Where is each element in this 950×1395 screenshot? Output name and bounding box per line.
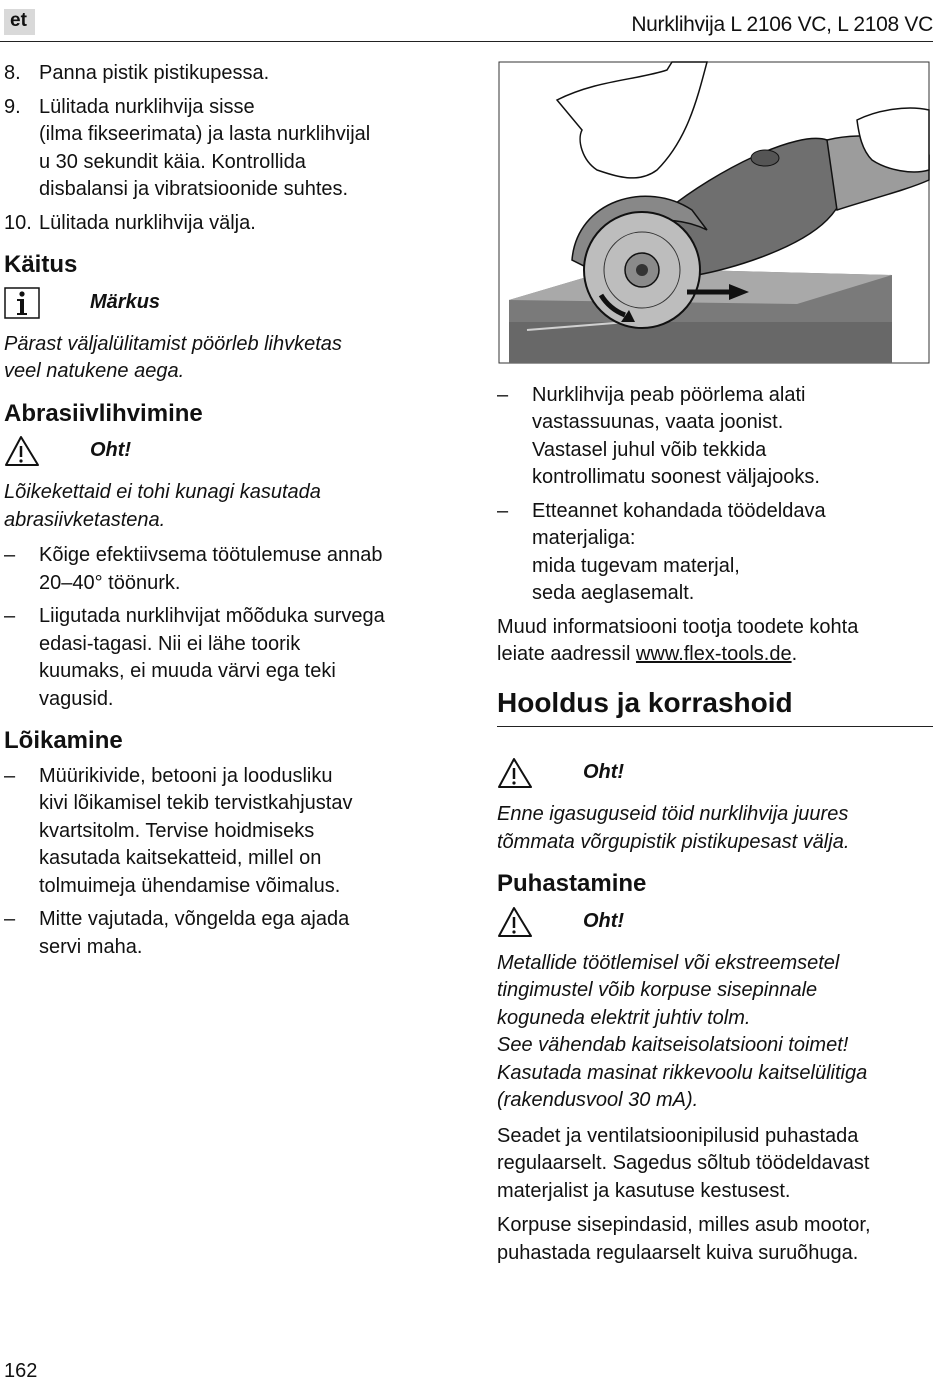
info-paragraph: Muud informatsiooni tootja toodete kohta leiate aadressil www.flex-tools.de. [497, 615, 859, 665]
warning-text: Enne igasuguseid töid nurklihvija juures tõmmata võrgupistik pistikupesast välja. [497, 803, 850, 853]
left-column [4, 60, 454, 967]
warning-label: Oht! [90, 439, 132, 462]
angle-grinder-illustration [497, 60, 931, 365]
warning-callout [497, 757, 933, 789]
list-item: – Müürikivide, betooni ja loodusliku kivi lõikamisel tekib tervistkahjustav kvartsitolm. Tervise hoidmiseks kasutada kaitsekatteid, millel on tolmuimeja ühendamise võimalus. [4, 764, 353, 897]
note-callout [4, 287, 454, 319]
page-number: 162 [4, 1360, 38, 1382]
section-heading-puhastamine: Puhastamine [497, 870, 647, 897]
warning-icon [4, 435, 42, 467]
right-column [497, 60, 933, 1274]
step-number: 8. [4, 62, 21, 84]
list-item: – Nurklihvija peab pöörlema alati vastassuunas, vaata joonist. Vastasel juhul võib tekkida kontrollimatu soonest väljajooks. [497, 383, 820, 488]
header-divider [0, 41, 933, 42]
section-heading-loikamine: Lõikamine [4, 727, 123, 754]
cleaning-paragraph: Korpuse sisepindasid, milles asub mootor, puhastada regulaarselt kuiva suruõhuga. [497, 1214, 871, 1264]
warning-callout [497, 906, 933, 938]
warning-callout [4, 435, 454, 467]
step-number: 9. [4, 95, 21, 118]
warning-icon [497, 906, 535, 938]
list-item: – Kõige efektiivsema töötulemuse annab 20–40° töönurk. [4, 544, 383, 594]
website-link[interactable]: www.flex-tools.de [635, 643, 792, 665]
language-tag: et [4, 9, 35, 35]
warning-label: Oht! [583, 909, 625, 932]
step-text: Lülitada nurklihvija välja. [39, 211, 256, 234]
step-item [4, 210, 454, 238]
step-text: Panna pistik pistikupessa. [39, 62, 270, 84]
warning-icon [497, 757, 535, 789]
step-item [4, 94, 454, 204]
step-item [4, 60, 454, 88]
list-item: – Etteannet kohandada töödeldava materjaliga: mida tugevam materjal, seda aeglasemalt. [497, 499, 826, 604]
warning-text: Lõikekettaid ei tohi kunagi kasutada abrasiivketastena. [4, 481, 321, 531]
info-icon [4, 287, 42, 319]
section-heading-abrasiivlihvimine: Abrasiivlihvimine [4, 399, 203, 427]
section-heading-hooldus: Hooldus ja korrashoid [497, 686, 793, 718]
warning-label: Oht! [583, 761, 625, 784]
warning-text: Metallide töötlemisel või ekstreemsetel tingimustel võib korpuse sisepinnale koguneda elektrit juhtiv tolm. See vähendab kaitseisolatsiooni toimet! Kasutada masinat rikkevoolu kaitselülitiga (rakendusvool 30 mA). [497, 951, 868, 1111]
note-text: Pärast väljalülitamist pöörleb lihvketas veel natukene aega. [4, 332, 342, 382]
step-text: Lülitada nurklihvija sisse (ilma fikseerimata) ja lasta nurklihvijal u 30 sekundit käia. Kontrollida disbalansi ja vibratsioonide suhtes. [39, 95, 371, 200]
list-item: – Mitte vajutada, võngelda ega ajada servi maha. [4, 908, 350, 958]
step-number: 10. [4, 211, 32, 234]
cleaning-paragraph: Seadet ja ventilatsioonipilusid puhastada regulaarselt. Sagedus sõltub töödeldavast materjalist ja kasutuse kestusest. [497, 1124, 870, 1202]
list-item: – Liigutada nurklihvijat mõõduka survega edasi-tagasi. Nii ei lähe toorik kuumaks, ei muuda värvi ega teki vagusid. [4, 605, 385, 710]
section-divider [497, 726, 933, 727]
section-heading-kaitus: Käitus [4, 251, 78, 278]
document-title: Nurklihvija L 2106 VC, L 2108 VC [631, 13, 933, 36]
note-label: Märkus [90, 290, 161, 313]
